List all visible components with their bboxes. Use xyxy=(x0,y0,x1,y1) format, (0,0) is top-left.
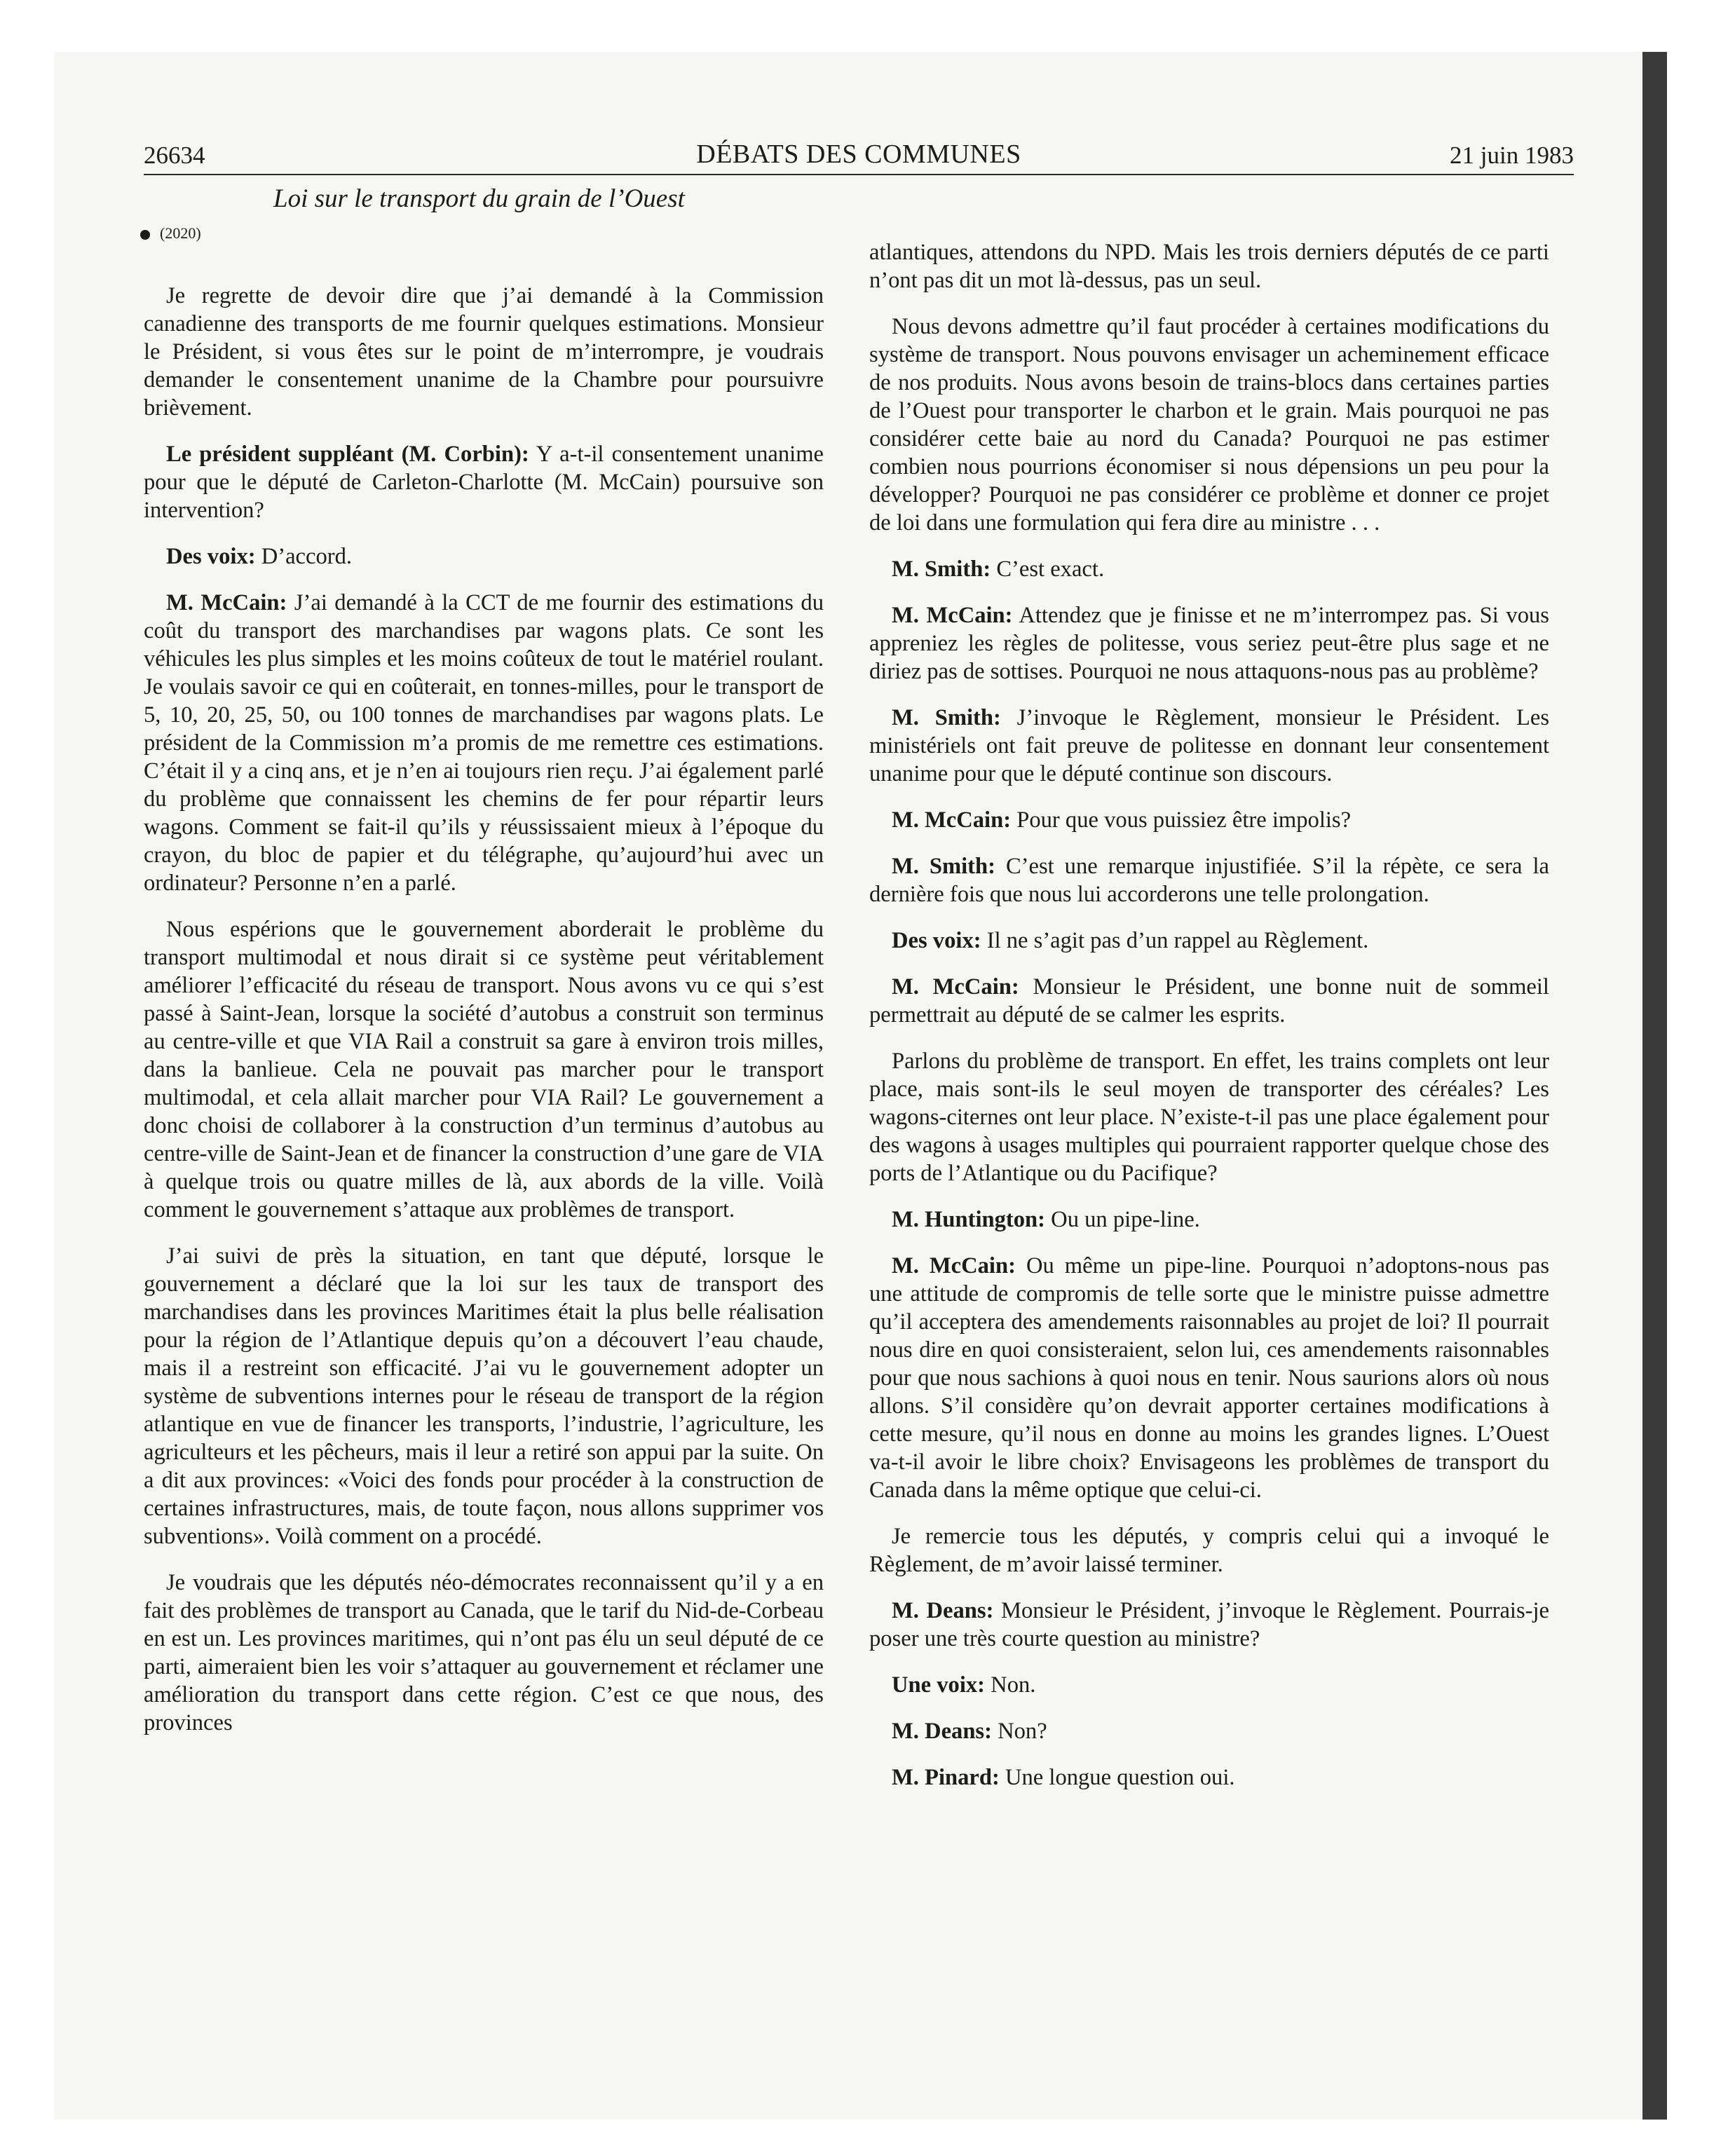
left-column xyxy=(144,282,824,1755)
paragraph xyxy=(869,704,1549,788)
journal-title: DÉBATS DES COMMUNES xyxy=(696,139,1021,169)
paragraph-text: Non. xyxy=(985,1672,1036,1698)
speaker-name: M. McCain: xyxy=(892,974,1019,999)
paragraph-text: Parlons du problème de transport. En effet, les trains complets ont leur place, mais sont-ils le seul moyen de transporter des céréales? Les wagons-citernes ont leur place. N’existe-t-il pas une place également pour des wagons à usages multiples qui pourraient rapporter quelque chose des ports de l’Atlantique ou du Pacifique? xyxy=(869,1049,1549,1186)
paragraph xyxy=(869,973,1549,1029)
paragraph-text: C’est exact. xyxy=(991,557,1105,582)
paragraph xyxy=(144,1242,824,1550)
paragraph xyxy=(869,238,1549,294)
paragraph-text: J’invoque le Règlement, monsieur le Président. Les ministériels ont fait preuve de politesse en donnant leur consentement unanime pour que le député continue son discours. xyxy=(869,705,1549,786)
paragraph-text: Non? xyxy=(991,1719,1047,1744)
paragraph-text: Je regrette de devoir dire que j’ai demandé à la Commission canadienne des transports de me fournir quelques estimations. Monsieur le Président, si vous êtes sur le point de m’interrompre, je voudrais demander le consentement unanime de la Chambre pour poursuivre brièvement. xyxy=(144,283,824,421)
paragraph xyxy=(869,1763,1549,1792)
speaker-name: M. Smith: xyxy=(892,705,1001,730)
speaker-name: M. Huntington: xyxy=(892,1207,1046,1232)
paragraph-text: D’accord. xyxy=(255,544,353,569)
page-header xyxy=(144,135,1574,175)
speaker-name: M. Smith: xyxy=(892,854,995,879)
paragraph xyxy=(144,440,824,524)
right-column xyxy=(869,238,1549,1810)
paragraph xyxy=(144,282,824,422)
speaker-name: M. McCain: xyxy=(892,807,1012,833)
paragraph xyxy=(869,852,1549,908)
page-number: 26634 xyxy=(144,142,205,169)
paragraph xyxy=(869,555,1549,583)
paragraph-text: atlantiques, attendons du NPD. Mais les trois derniers députés de ce parti n’ont pas dit un mot là-dessus, pas un seul. xyxy=(869,240,1549,293)
paragraph-text: Je voudrais que les députés néo-démocrates reconnaissent qu’il y a en fait des problèmes de transport au Canada, que le tarif du Nid-de-Corbeau en est un. Les provinces maritimes, qui n’ont pas élu un seul député de ce parti, aimeraient bien les voir s’attaquer au gouvernement et réclamer une amélioration du transport dans cette région. C’est ce que nous, des provinces xyxy=(144,1570,824,1735)
scan-edge xyxy=(1642,52,1667,2120)
speaker-name: M. Deans: xyxy=(892,1598,994,1623)
speaker-name: Une voix: xyxy=(892,1672,986,1698)
paragraph-text: Ou un pipe-line. xyxy=(1045,1207,1200,1232)
paragraph xyxy=(869,1047,1549,1187)
paragraph-text: Y a-t-il consentement unanime pour que le député de Carleton-Charlotte (M. McCain) poursuive son intervention? xyxy=(144,442,824,523)
paragraph xyxy=(869,1671,1549,1699)
speaker-name: M. Deans: xyxy=(892,1719,992,1744)
speaker-name: Des voix: xyxy=(892,928,981,953)
paragraph xyxy=(869,313,1549,537)
paragraph-text: Nous espérions que le gouvernement aborderait le problème du transport multimodal et nous dirait si ce système peut véritablement améliorer l’efficacité du réseau de transport. Nous avons vu ce qui s’est passé à Saint-Jean, lorsque la société d’autobus a construit son terminus au centre-ville et que VIA Rail a construit sa gare à environ trois milles, dans la banlieue. Cela ne pouvait pas marcher pour le transport multimodal, et cela allait marcher pour VIA Rail? Le gouvernement a donc choisi de collaborer à la construction d’un terminus d’autobus au centre-ville de Saint-Jean et de financer la construction d’une gare de VIA à quelque trois ou quatre milles de là, aux abords de la ville. Voilà comment le gouvernement s’attaque aux problèmes de transport. xyxy=(144,917,824,1222)
paragraph-text: C’est une remarque injustifiée. S’il la répète, ce sera la dernière fois que nous lui accorderons une telle prolongation. xyxy=(869,854,1549,907)
paragraph-text: Monsieur le Président, j’invoque le Règlement. Pourrais-je poser une très courte question au ministre? xyxy=(869,1598,1549,1651)
paragraph xyxy=(144,589,824,897)
paragraph-text: Il ne s’agit pas d’un rappel au Règlement. xyxy=(981,928,1369,953)
speaker-name: M. Smith: xyxy=(892,557,991,582)
speaker-name: M. McCain: xyxy=(892,603,1013,628)
paragraph-text: J’ai suivi de près la situation, en tant que député, lorsque le gouvernement a déclaré que la loi sur les taux de transport des marchandises dans les provinces Maritimes était la plus belle réalisation pour la région de l’Atlantique depuis qu’on a découvert l’eau chaude, mais il a restreint son efficacité. J’ai vu le gouvernement adopter un système de subventions internes pour le réseau de transport de la région atlantique en vue de financer les transports, l’industrie, l’agriculture, les agriculteurs et les pêcheurs, mais il leur a retiré son appui par la suite. On a dit aux provinces: «Voici des fonds pour procéder à la construction de certaines infrastructures, mais, de toute façon, nous allons supprimer vos subventions». Voilà comment on a procédé. xyxy=(144,1243,824,1549)
paragraph-text: Ou même un pipe-line. Pourquoi n’adoptons-nous pas une attitude de compromis de telle sorte que le ministre puisse admettre qu’il acceptera des amendements raisonnables au projet de loi? Il pourrait nous dire en quoi consisteraient, selon lui, ces amendements raisonnables pour que nous sachions à quoi nous en tenir. Nous saurions alors où nous allons. S’il considère qu’on devrait apporter certaines modifications à cette mesure, qu’il nous en donne au moins les grandes lignes. L’Ouest va-t-il avoir le libre choix? Envisageons les problèmes de transport du Canada dans la même optique que celui-ci. xyxy=(869,1253,1549,1503)
paragraph xyxy=(869,601,1549,685)
paragraph-text: Une longue question oui. xyxy=(999,1765,1235,1790)
timestamp-text: (2020) xyxy=(160,224,201,242)
paragraph xyxy=(869,1252,1549,1504)
paragraph-text: Attendez que je finisse et ne m’interrompez pas. Si vous appreniez les règles de politesse, vous seriez peut-être plus sage et ne diriez pas de sottises. Pourquoi ne nous attaquons-nous pas au problème? xyxy=(869,603,1549,684)
paragraph xyxy=(144,1569,824,1737)
paragraph xyxy=(869,806,1549,834)
paragraph-text: Je remercie tous les députés, y compris celui qui a invoqué le Règlement, de m’avoir laissé terminer. xyxy=(869,1524,1549,1577)
paragraph xyxy=(869,1597,1549,1653)
paragraph xyxy=(869,1206,1549,1234)
bullet-icon xyxy=(140,230,150,240)
paragraph-text: Pour que vous puissiez être impolis? xyxy=(1011,807,1352,833)
speaker-name: Des voix: xyxy=(166,544,256,569)
issue-date: 21 juin 1983 xyxy=(1450,142,1574,169)
paragraph xyxy=(869,1522,1549,1578)
speaker-name: M. McCain: xyxy=(166,590,287,615)
timestamp-marker xyxy=(140,224,201,243)
speaker-name: M. Pinard: xyxy=(892,1765,1000,1790)
speaker-name: M. McCain: xyxy=(892,1253,1016,1278)
paragraph xyxy=(144,543,824,571)
paragraph xyxy=(869,927,1549,955)
speaker-name: Le président suppléant (M. Corbin): xyxy=(166,442,529,467)
paragraph-text: J’ai demandé à la CCT de me fournir des estimations du coût du transport des marchandises par wagons plats. Ce sont les véhicules les plus simples et les moins coûteux de tout le matériel roulant. Je voulais savoir ce qui en coûterait, en tonnes-milles, pour le transport de 5, 10, 20, 25, 50, ou 100 tonnes de marchandises par wagons plats. Le président de la Commission m’a promis de me remettre ces estimations. C’était il y a cinq ans, et je n’en ai toujours rien reçu. J’ai également parlé du problème que connaissent les chemins de fer pour répartir leurs wagons. Comment se fait-il qu’ils y réussissaient mieux à l’époque du crayon, du bloc de papier et du télégraphe, qu’aujourd’hui avec un ordinateur? Personne n’en a parlé. xyxy=(144,590,824,896)
paragraph-text: Nous devons admettre qu’il faut procéder à certaines modifications du système de transport. Nous pouvons envisager un acheminement efficace de nos produits. Nous avons besoin de trains-blocs dans certaines parties de l’Ouest pour transporter le charbon et le grain. Mais pourquoi ne pas considérer cette baie au nord du Canada? Pourquoi ne pas estimer combien nous pourrions économiser si nous dépensions un peu pour la développer? Pourquoi ne pas considérer ce problème et donner ce projet de loi dans une formulation qui fera dire au ministre . . . xyxy=(869,314,1549,535)
paragraph xyxy=(869,1717,1549,1745)
paragraph xyxy=(144,915,824,1224)
running-title: Loi sur le transport du grain de l’Ouest xyxy=(273,184,685,213)
paragraph-text: Monsieur le Président, une bonne nuit de sommeil permettrait au député de se calmer les esprits. xyxy=(869,974,1549,1028)
